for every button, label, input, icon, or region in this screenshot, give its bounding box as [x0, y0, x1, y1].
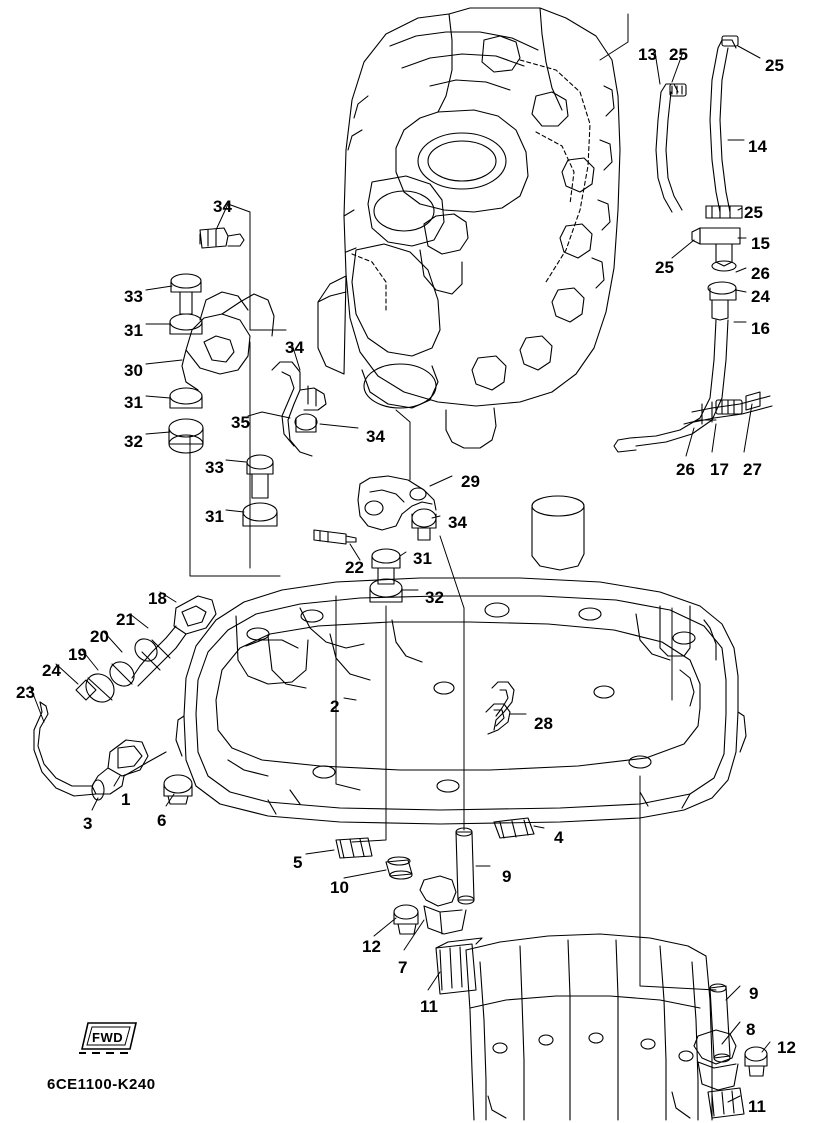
callout-number: 19 — [68, 645, 87, 664]
callout-number: 33 — [124, 287, 143, 306]
callout-number: 7 — [398, 958, 408, 977]
callout-number: 14 — [748, 137, 767, 156]
callout-number: 9 — [502, 867, 512, 886]
callout-number: 34 — [448, 513, 467, 532]
callout-number: 23 — [16, 683, 35, 702]
callout-number: 12 — [777, 1038, 796, 1057]
callout-number: 28 — [534, 714, 553, 733]
callout-number: 31 — [124, 321, 143, 340]
fwd-orientation-badge — [78, 1019, 140, 1057]
callout-number: 5 — [293, 853, 303, 872]
callout-number: 17 — [710, 460, 729, 479]
bottom-cowling-tray — [176, 496, 746, 824]
callout-number: 21 — [116, 610, 135, 629]
callout-number: 32 — [124, 432, 143, 451]
part-28-clip — [486, 682, 514, 734]
callout-number: 24 — [751, 287, 770, 306]
engine-hidden-lines — [352, 60, 590, 312]
callout-number: 2 — [330, 697, 340, 716]
callout-number: 30 — [124, 361, 143, 380]
callout-number: 25 — [669, 45, 688, 64]
callout-number: 25 — [655, 258, 674, 277]
callout-number: 34 — [285, 338, 304, 357]
part-22-pin — [314, 530, 356, 544]
callout-number: 12 — [362, 937, 381, 956]
callout-number: 25 — [765, 56, 784, 75]
callout-number: 26 — [676, 460, 695, 479]
callout-number: 13 — [638, 45, 657, 64]
callout-number: 9 — [749, 984, 759, 1003]
callout-number: 25 — [744, 203, 763, 222]
callout-number: 15 — [751, 234, 770, 253]
callout-number: 24 — [42, 661, 61, 680]
callout-number: 8 — [746, 1020, 756, 1039]
callout-number: 16 — [751, 319, 770, 338]
callout-number: 27 — [743, 460, 762, 479]
fwd-label: FWD — [92, 1030, 124, 1045]
callout-number: 32 — [425, 588, 444, 607]
engine-block-outline — [318, 8, 620, 448]
callout-number: 33 — [205, 458, 224, 477]
callout-number: 18 — [148, 589, 167, 608]
callout-number: 31 — [124, 393, 143, 412]
callout-number: 35 — [231, 413, 250, 432]
bracket-assembly-left — [169, 228, 326, 526]
callout-number: 31 — [413, 549, 432, 568]
callout-number: 22 — [345, 558, 364, 577]
callout-number: 20 — [90, 627, 109, 646]
callout-number: 26 — [751, 264, 770, 283]
callout-number: 11 — [420, 997, 438, 1016]
callout-number: 34 — [213, 197, 232, 216]
bracket-29 — [358, 476, 436, 602]
callout-number: 6 — [157, 811, 167, 830]
callout-number: 29 — [461, 472, 480, 491]
callout-number: 31 — [205, 507, 224, 526]
callout-number: 1 — [121, 790, 131, 809]
callout-number: 3 — [83, 814, 93, 833]
hose-assembly-upper-right — [614, 36, 772, 452]
callout-number: 11 — [748, 1097, 766, 1116]
callout-number: 34 — [366, 427, 385, 446]
part-code-label: 6CE1100-K240 — [47, 1076, 156, 1093]
callout-number: 10 — [330, 878, 349, 897]
callout-number: 4 — [554, 828, 564, 847]
lower-casing — [466, 934, 712, 1120]
